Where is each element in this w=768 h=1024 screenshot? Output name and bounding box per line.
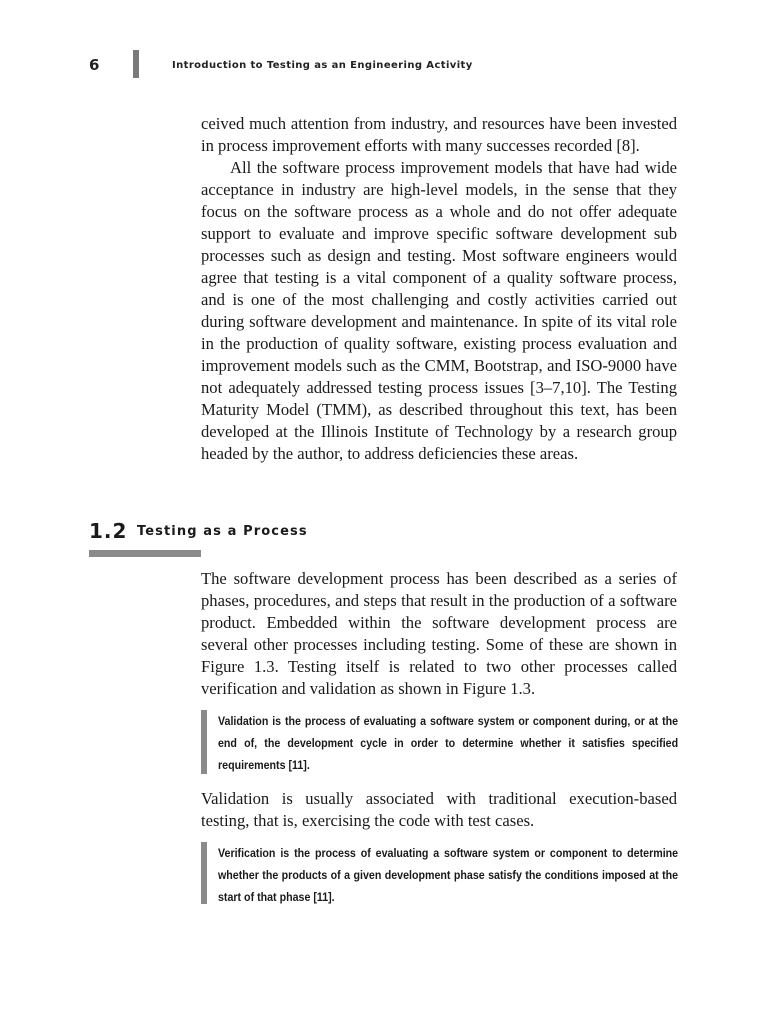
definition-validation-text: Validation is the process of evaluating a software system or component during, or at the end of, the development cycle in order to determine whether it satisfies specified requirements [11].	[218, 714, 679, 772]
body-block-2	[201, 568, 677, 700]
section-number: 1.2	[89, 519, 128, 543]
paragraph-process-models: All the software process improvement models that have had wide acceptance in industry are high-level models, in the sense that they focus on the software process as a whole and do not offer adequate support to evaluate and improve specific software development sub processes such as design and testing. Most software engineers would agree that testing is a vital component of a quality software process, and is one of the most challenging and costly activities carried out during software development and maintenance. In spite of its vital role in the production of quality software, existing process evaluation and improvement models such as the CMM, Bootstrap, and ISO-9000 have not adequately addressed testing process issues [3–7,10]. The Testing Maturity Model (TMM), as described throughout this text, has been developed at the Illinois Institute of Technology by a research group headed by the author, to address deficiencies these areas.	[201, 158, 677, 463]
body-block-1	[201, 113, 677, 465]
paragraph-validation-note: Validation is usually associated with traditional execution-based testing, that is, exercising the code with test cases.	[201, 789, 677, 830]
section-rule	[89, 550, 201, 557]
body-block-3	[201, 788, 677, 832]
definition-verification	[201, 842, 677, 908]
paragraph-continued: ceived much attention from industry, and resources have been invested in process improvement efforts with many successes recorded [8].	[201, 114, 677, 155]
definition-validation	[201, 710, 677, 776]
header-divider-bar	[133, 50, 139, 78]
section-title: Testing as a Process	[137, 524, 308, 539]
definition-verification-text: Verification is the process of evaluating a software system or component to determine whether the products of a given development phase satisfy the conditions imposed at the start of that phase [11].	[218, 846, 679, 904]
paragraph-testing-process: The software development process has been described as a series of phases, procedures, and steps that result in the production of a software product. Embedded within the software development process are several other processes including testing. Some of these are shown in Figure 1.3. Testing itself is related to two other processes called verification and validation as shown in Figure 1.3.	[201, 569, 677, 698]
definition-bar	[201, 710, 207, 774]
definition-bar	[201, 842, 207, 904]
page-number: 6	[89, 56, 100, 74]
running-head: Introduction to Testing as an Engineering Activity	[172, 60, 473, 71]
